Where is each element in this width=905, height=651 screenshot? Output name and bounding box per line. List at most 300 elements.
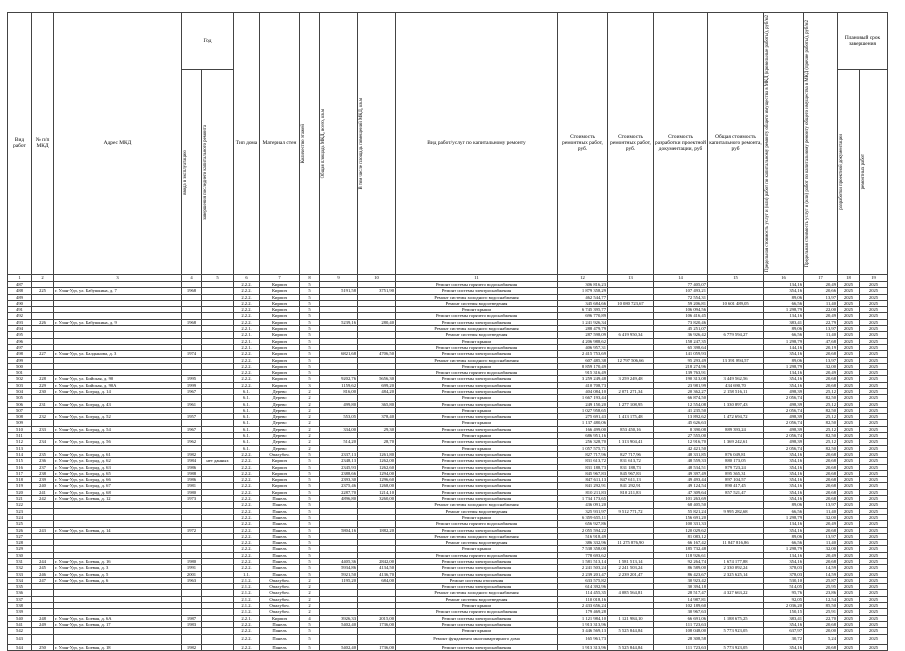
cell-house-type: 2.2.2. — [234, 502, 260, 508]
cell-wall-material: Кирпич — [260, 357, 300, 363]
cell-address: г. Улан-Удэ, ул. Бийская, д. 90 — [54, 376, 182, 382]
cell-total-area: 5191,58 — [320, 288, 358, 294]
cell-deadline-repair: 2025 — [860, 489, 888, 495]
cell-design-cost: 65 398,64 — [654, 344, 708, 350]
cell-repair-cost: 114 455,35 — [558, 590, 608, 596]
cell-house-type: 2.1.2. — [234, 577, 260, 583]
column-number: 16 — [764, 274, 804, 281]
cell-wall-material: Кирпич — [260, 615, 300, 621]
cell-max-cost-roof: 1 298,79 — [764, 514, 804, 520]
cell-total-cost: 1 674 177,88 — [708, 559, 764, 565]
cell-deadline-repair: 2025 — [860, 332, 888, 338]
cell-work-type: Ремонт системы электроснабжения — [396, 464, 558, 470]
cell-repair-cost: 165 961,73 — [558, 634, 608, 644]
cell-address: г. Улан-Удэ, ул. Боград, д. 52 — [54, 414, 182, 420]
cell-year-commissioning — [182, 634, 202, 644]
cell-mkd-number: 243 — [32, 527, 54, 533]
cell-floors: 2 — [300, 609, 320, 615]
cell-floors: 5 — [300, 521, 320, 527]
cell-house-type: 6.1. — [234, 420, 260, 426]
cell-house-type: 2.2.2. — [234, 489, 260, 495]
cell-wall-material: Кирпич — [260, 470, 300, 476]
cell-design-cost: 95 293,49 — [654, 357, 708, 363]
cell-house-type: 6.1. — [234, 414, 260, 420]
cell-max-cost-other: 32,00 — [804, 546, 838, 552]
cell-wall-material: Панель — [260, 496, 300, 502]
cell-deadline-design: 2025 — [838, 584, 860, 590]
cell-floors: 2 — [300, 445, 320, 451]
cell-house-type: 2.2.2. — [234, 644, 260, 650]
header-deadline-design: разработки проектной документации — [839, 134, 844, 210]
cell-wall-material: Кирпич — [260, 300, 300, 306]
cell-row-number: 492 — [8, 313, 32, 319]
cell-living-area: 1268,00 — [358, 483, 396, 489]
cell-deadline-repair: 2025 — [860, 363, 888, 369]
cell-wall-material: Опалубоч. — [260, 577, 300, 583]
cell-row-number: 531 — [8, 559, 32, 565]
cell-design-cost: 66 167,42 — [654, 540, 708, 546]
cell-deadline-repair: 2025 — [860, 288, 888, 294]
cell-row-number: 521 — [8, 496, 32, 502]
cell-work-type: Ремонт системы электроснабжения — [396, 644, 558, 650]
cell-deadline-repair: 2025 — [860, 433, 888, 439]
cell-floors: 5 — [300, 338, 320, 344]
cell-total-area: 2337,13 — [320, 451, 358, 457]
cell-repair-cost: 404 084,10 — [558, 388, 608, 394]
cell-repair-cost-total: 847 611,13 — [608, 477, 654, 483]
cell-max-cost-other: 20,68 — [804, 382, 838, 388]
cell-repair-cost-total: 810 211,83 — [608, 489, 654, 495]
cell-repair-cost-total: 1 313 904,41 — [608, 439, 654, 445]
cell-year-last-repair — [202, 634, 234, 644]
cell-max-cost-other: 20,49 — [804, 370, 838, 376]
cell-floors: 5 — [300, 514, 320, 520]
cell-max-cost-roof: 354,16 — [764, 470, 804, 476]
cell-house-type: 6.1. — [234, 401, 260, 407]
cell-deadline-repair: 2025 — [860, 644, 888, 650]
cell-max-cost-roof: 1 298,79 — [764, 307, 804, 313]
cell-wall-material: Кирпич — [260, 281, 300, 287]
header-work-type: Вид работ — [8, 13, 32, 275]
cell-floors: 5 — [300, 546, 320, 552]
cell-max-cost-other: 85,50 — [804, 603, 838, 609]
cell-year-commissioning: 1987 — [182, 615, 202, 621]
cell-row-number: 491 — [8, 307, 32, 313]
cell-work-type: Ремонт фундамента многоквартирного дома — [396, 634, 558, 644]
cell-repair-cost: 614 392,96 — [558, 584, 608, 590]
cell-design-cost: 102 189,60 — [654, 603, 708, 609]
cell-repair-cost: 1 121 984,10 — [558, 615, 608, 621]
cell-row-number: 494 — [8, 326, 32, 332]
cell-living-area: 2842,00 — [358, 559, 396, 565]
cell-repair-cost: 2 433 656,24 — [558, 603, 608, 609]
cell-total-cost: 857 521,47 — [708, 489, 764, 495]
header-work-list: Вид работ/услуг по капитальному ремонту — [396, 13, 558, 275]
column-number: 6 — [234, 274, 260, 281]
column-number: 15 — [708, 274, 764, 281]
cell-deadline-repair: 2025 — [860, 307, 888, 313]
cell-row-number: 515 — [8, 458, 32, 464]
cell-wall-material: Кирпич — [260, 319, 300, 325]
cell-mkd-number: 225 — [32, 288, 54, 294]
cell-max-cost-roof: 134,16 — [764, 313, 804, 319]
cell-max-cost-other: 82,50 — [804, 420, 838, 426]
header-deadline: Плановый срок завершения — [838, 13, 888, 70]
cell-deadline-design: 2025 — [838, 376, 860, 382]
cell-max-cost-roof: 150,15 — [764, 609, 804, 615]
cell-repair-cost: 406 957,31 — [558, 344, 608, 350]
cell-work-type: Ремонт системы холодного водоснабжения — [396, 502, 558, 508]
cell-mkd-number: 234 — [32, 439, 54, 445]
cell-wall-material: Дерево — [260, 395, 300, 401]
cell-living-area: 29,30 — [358, 426, 396, 432]
cell-year-commissioning: 1961 — [182, 401, 202, 407]
cell-design-cost: 218 274,96 — [654, 363, 708, 369]
cell-address: г. Улан-Удэ, ул. Боевая, д. 12 — [54, 496, 182, 502]
cell-row-number: 533 — [8, 571, 32, 577]
cell-deadline-design: 2025 — [838, 307, 860, 313]
cell-deadline-repair: 2025 — [860, 294, 888, 300]
cell-row-number: 514 — [8, 451, 32, 457]
cell-row-number: 530 — [8, 552, 32, 558]
cell-mkd-number: 250 — [32, 644, 54, 650]
cell-row-number: 498 — [8, 351, 32, 357]
cell-max-cost-roof: 354,16 — [764, 451, 804, 457]
cell-work-type: Ремонт системы горячего водоснабжения — [396, 521, 558, 527]
cell-wall-material: Опалубоч. — [260, 584, 300, 590]
cell-wall-material: Панель — [260, 565, 300, 571]
cell-floors: 5 — [300, 477, 320, 483]
cell-repair-cost: 1 027 958,65 — [558, 407, 608, 413]
cell-wall-material: Панель — [260, 644, 300, 650]
cell-house-type: 2.2.2. — [234, 382, 260, 388]
cell-row-number: 490 — [8, 300, 32, 306]
cell-work-type: Ремонт крыши — [396, 338, 558, 344]
cell-max-cost-roof: 637,97 — [764, 628, 804, 634]
cell-row-number: 489 — [8, 294, 32, 300]
cell-work-type: Ремонт крыши — [396, 628, 558, 634]
cell-max-cost-other: 20,68 — [804, 489, 838, 495]
cell-house-type: 2.2.2. — [234, 496, 260, 502]
cell-deadline-repair: 2025 — [860, 338, 888, 344]
cell-max-cost-roof: 354,16 — [764, 559, 804, 565]
cell-deadline-repair: 2025 — [860, 565, 888, 571]
cell-house-type: 2.2.2. — [234, 527, 260, 533]
cell-deadline-design: 2025 — [838, 344, 860, 350]
cell-house-type: 2.2.1. — [234, 344, 260, 350]
cell-max-cost-roof: 1 298,79 — [764, 338, 804, 344]
cell-living-area: 1736,00 — [358, 644, 396, 650]
cell-total-cost: 5 773 923,05 — [708, 628, 764, 634]
cell-repair-cost: 778 693,62 — [558, 552, 608, 558]
header-house-type: Тип дома — [234, 13, 260, 275]
cell-row-number: 496 — [8, 338, 32, 344]
cell-living-area: 484,20 — [358, 388, 396, 394]
cell-deadline-design: 2025 — [838, 521, 860, 527]
cell-living-area: 4134,50 — [358, 565, 396, 571]
cell-floors: 5 — [300, 552, 320, 558]
cell-mkd-number: 238 — [32, 470, 54, 476]
cell-repair-cost: 462 544,77 — [558, 294, 608, 300]
cell-max-cost-roof: 89,06 — [764, 533, 804, 539]
cell-deadline-design: 2025 — [838, 527, 860, 533]
cell-repair-cost: 1 879 358,29 — [558, 288, 608, 294]
cell-deadline-design: 2025 — [838, 496, 860, 502]
header-deadline-repair: ремонтных работ — [861, 154, 866, 190]
cell-deadline-repair: 2025 — [860, 533, 888, 539]
cell-house-type: 2.2.2. — [234, 300, 260, 306]
cell-house-type: 2.2.2. — [234, 508, 260, 514]
cell-deadline-design: 2025 — [838, 326, 860, 332]
cell-deadline-design: 2025 — [838, 565, 860, 571]
cell-mkd-number: 246 — [32, 571, 54, 577]
cell-living-area: 699,20 — [358, 382, 396, 388]
cell-max-cost-roof: 92,05 — [764, 596, 804, 602]
cell-max-cost-roof: 383,41 — [764, 319, 804, 325]
cell-address: г. Улан-Удэ, ул. Боград, д. 56 — [54, 439, 182, 445]
cell-year-commissioning: 1968 — [182, 319, 202, 325]
column-number: 9 — [320, 274, 358, 281]
cell-total-cost: 890 417,45 — [708, 483, 764, 489]
cell-design-cost: 92 264,74 — [654, 559, 708, 565]
cell-max-cost-other: 20,19 — [804, 344, 838, 350]
cell-work-type: Ремонт крыши — [396, 514, 558, 520]
cell-floors: 5 — [300, 644, 320, 650]
cell-max-cost-roof: 498,39 — [764, 414, 804, 420]
cell-wall-material: Опалубоч. — [260, 451, 300, 457]
cell-max-cost-roof: 95,76 — [764, 590, 804, 596]
cell-repair-cost-total: 1 581 513,14 — [608, 559, 654, 565]
cell-row-number: 501 — [8, 370, 32, 376]
cell-wall-material: Кирпич — [260, 376, 300, 382]
cell-house-type: 2.2.2. — [234, 565, 260, 571]
cell-design-cost: 36 926,42 — [654, 332, 708, 338]
cell-work-type: Ремонт системы водоотведения — [396, 300, 558, 306]
cell-deadline-design: 2025 — [838, 407, 860, 413]
cell-repair-cost: 179 469,28 — [558, 609, 608, 615]
cell-design-cost: 55 821,24 — [654, 508, 708, 514]
cell-mkd-number: 232 — [32, 414, 54, 420]
cell-row-number: 522 — [8, 502, 32, 508]
cell-max-cost-other: 82,50 — [804, 445, 838, 451]
cell-work-type: Ремонт системы электроснабжения — [396, 527, 558, 533]
cell-house-type: 2.2.2. — [234, 483, 260, 489]
cell-deadline-repair: 2025 — [860, 464, 888, 470]
cell-address: г. Улан-Удэ, ул. Боевая, д. 16 — [54, 559, 182, 565]
header-living-area: В том числе площадь помещений МКД, кв.м — [359, 97, 364, 190]
cell-max-cost-roof: 354,16 — [764, 477, 804, 483]
cell-house-type: 2.1.2. — [234, 603, 260, 609]
cell-floors: 2 — [300, 407, 320, 413]
cell-address: г. Улан-Удэ, ул. Боград, д. 65 — [54, 470, 182, 476]
cell-wall-material: Кирпич — [260, 458, 300, 464]
cell-max-cost-other: 23,86 — [804, 590, 838, 596]
cell-house-type: 2.2.2. — [234, 307, 260, 313]
cell-address: г. Улан-Удэ, ул. Боград, д. 61 — [54, 451, 182, 457]
cell-wall-material: Дерево — [260, 420, 300, 426]
cell-floors: 2 — [300, 420, 320, 426]
table-body — [8, 281, 888, 650]
cell-max-cost-other: 14,59 — [804, 565, 838, 571]
cell-deadline-design: 2025 — [838, 609, 860, 615]
cell-house-type: 2.2.2. — [234, 621, 260, 627]
cell-floors: 5 — [300, 376, 320, 382]
cell-max-cost-other: 20,68 — [804, 527, 838, 533]
cell-repair-cost: 6 359 655,11 — [558, 514, 608, 520]
cell-repair-cost-total: 12 797 506,66 — [608, 357, 654, 363]
cell-work-type: Ремонт системы электроснабжения — [396, 483, 558, 489]
cell-house-type: 2.2.2. — [234, 477, 260, 483]
cell-design-cost: 41 235,50 — [654, 407, 708, 413]
cell-max-cost-roof: 354,16 — [764, 489, 804, 495]
cell-max-cost-other: 20,68 — [804, 470, 838, 476]
cell-max-cost-roof: 530,10 — [764, 577, 804, 583]
cell-max-cost-roof: 2 056,74 — [764, 407, 804, 413]
cell-floors: 5 — [300, 527, 320, 533]
cell-year-commissioning: 1986 — [182, 464, 202, 470]
cell-deadline-repair: 2025 — [860, 370, 888, 376]
cell-max-cost-roof: 1 298,79 — [764, 363, 804, 369]
cell-design-cost: 158 247,35 — [654, 338, 708, 344]
cell-max-cost-other: 47,68 — [804, 338, 838, 344]
cell-design-cost: 30 923,42 — [654, 577, 708, 583]
cell-living-area: 1294,00 — [358, 470, 396, 476]
cell-address: г. Улан-Удэ, ул. Балдынова, д. 3 — [54, 351, 182, 357]
cell-max-cost-roof: 2 056,74 — [764, 445, 804, 451]
cell-repair-cost: 256 328,70 — [558, 439, 608, 445]
cell-floors: 2 — [300, 414, 320, 420]
cell-deadline-repair: 2025 — [860, 584, 888, 590]
cell-row-number: 507 — [8, 407, 32, 413]
column-number: 2 — [32, 274, 54, 281]
cell-design-cost: 49 493,44 — [654, 477, 708, 483]
cell-wall-material: Панель — [260, 571, 300, 577]
cell-row-number: 536 — [8, 590, 32, 596]
cell-max-cost-roof: 2 056,74 — [764, 420, 804, 426]
cell-total-cost — [708, 634, 764, 644]
cell-repair-cost: 436 091,20 — [558, 502, 608, 508]
header-year-commissioning: ввода в эксплуатацию — [183, 149, 188, 195]
cell-living-area: 4136,70 — [358, 571, 396, 577]
cell-house-type: 2.2.2. — [234, 634, 260, 644]
cell-floors: 5 — [300, 288, 320, 294]
cell-wall-material: Кирпич — [260, 344, 300, 350]
cell-deadline-design: 2025 — [838, 414, 860, 420]
cell-mkd-number: 230 — [32, 388, 54, 394]
cell-floors: 5 — [300, 559, 320, 565]
cell-year-commissioning: 1973 — [182, 496, 202, 502]
cell-deadline-repair: 2025 — [860, 382, 888, 388]
cell-repair-cost: 2 239 201,47 — [558, 571, 608, 577]
cell-row-number: 524 — [8, 514, 32, 520]
cell-total-area: 2388,66 — [320, 470, 358, 476]
cell-total-area: 2393,30 — [320, 477, 358, 483]
cell-repair-cost-total: 831 188,73 — [608, 464, 654, 470]
cell-total-area: 6821,68 — [320, 351, 358, 357]
cell-total-area: 2348,13 — [320, 458, 358, 464]
cell-max-cost-other: 32,00 — [804, 514, 838, 520]
cell-house-type: 6.1. — [234, 433, 260, 439]
cell-deadline-repair: 2025 — [860, 313, 888, 319]
cell-work-type: Ремонт системы электроснабжения — [396, 376, 558, 382]
cell-row-number: 527 — [8, 533, 32, 539]
cell-work-type: Ремонт системы холодного водоснабжения — [396, 590, 558, 596]
column-number: 3 — [54, 274, 182, 281]
cell-house-type: 2.2.1. — [234, 338, 260, 344]
cell-year-commissioning: 1995 — [182, 376, 202, 382]
cell-max-cost-roof: 498,39 — [764, 388, 804, 394]
cell-house-type: 2.2.2. — [234, 363, 260, 369]
cell-repair-cost-total: 841 292,91 — [608, 483, 654, 489]
cell-living-area: 1296,60 — [358, 477, 396, 483]
cell-max-cost-roof: 498,39 — [764, 401, 804, 407]
cell-repair-cost-total: 9 512 771,72 — [608, 508, 654, 514]
column-number: 7 — [260, 274, 300, 281]
cell-deadline-design: 2025 — [838, 533, 860, 539]
cell-repair-cost-total: 845 967,83 — [608, 470, 654, 476]
cell-design-cost: 20 362,27 — [654, 388, 708, 394]
cell-row-number: 518 — [8, 477, 32, 483]
cell-mkd-number: 228 — [32, 376, 54, 382]
cell-total-area: 1195,20 — [320, 577, 358, 583]
cell-house-type: 2.2.2. — [234, 628, 260, 634]
cell-floors: 5 — [300, 458, 320, 464]
cell-deadline-repair: 2025 — [860, 477, 888, 483]
cell-row-number: 505 — [8, 395, 32, 401]
cell-design-cost: 28 308,58 — [654, 634, 708, 644]
cell-total-area: 1159,62 — [320, 382, 358, 388]
cell-max-cost-roof: 1 298,79 — [764, 546, 804, 552]
cell-max-cost-roof: 498,39 — [764, 439, 804, 445]
cell-wall-material: Кирпич — [260, 382, 300, 388]
cell-wall-material: Кирпич — [260, 338, 300, 344]
cell-deadline-design: 2025 — [838, 644, 860, 650]
cell-wall-material: Панель — [260, 552, 300, 558]
cell-max-cost-other: 11,40 — [804, 540, 838, 546]
cell-house-type: 2.2.2. — [234, 464, 260, 470]
cell-repair-cost: 306 816,23 — [558, 281, 608, 287]
cell-floors: 5 — [300, 307, 320, 313]
cell-deadline-design: 2025 — [838, 300, 860, 306]
column-number: 11 — [396, 274, 558, 281]
cell-deadline-repair: 2025 — [860, 590, 888, 596]
cell-address: г. Улан-Удэ, ул. Боевая, д. 18 — [54, 644, 182, 650]
cell-year-commissioning: 1967 — [182, 426, 202, 432]
cell-max-cost-roof: 2 036,20 — [764, 603, 804, 609]
cell-repair-cost-total: 4 085 564,81 — [608, 590, 654, 596]
cell-row-number: 537 — [8, 596, 32, 602]
cell-repair-cost-total: 10 080 723,67 — [608, 300, 654, 306]
cell-mkd-number: 248 — [32, 615, 54, 621]
cell-deadline-design: 2025 — [838, 351, 860, 357]
cell-repair-cost: 2 055 594,22 — [558, 527, 608, 533]
cell-deadline-repair: 2025 — [860, 420, 888, 426]
cell-work-type: Ремонт крыши — [396, 420, 558, 426]
cell-design-cost: 59 206,81 — [654, 300, 708, 306]
cell-row-number: 510 — [8, 426, 32, 432]
cell-wall-material: Панель — [260, 621, 300, 627]
cell-year-commissioning: 1974 — [182, 351, 202, 357]
cell-total-area: 5921,50 — [320, 571, 358, 577]
cell-max-cost-other: 20,49 — [804, 313, 838, 319]
cell-max-cost-roof: 89,06 — [764, 357, 804, 363]
cell-max-cost-other: 22,00 — [804, 307, 838, 313]
column-number: 5 — [202, 274, 234, 281]
cell-wall-material: Кирпич — [260, 351, 300, 357]
cell-work-type: Ремонт системы электроснабжения — [396, 496, 558, 502]
cell-wall-material: Дерево — [260, 401, 300, 407]
cell-floors: 5 — [300, 628, 320, 634]
